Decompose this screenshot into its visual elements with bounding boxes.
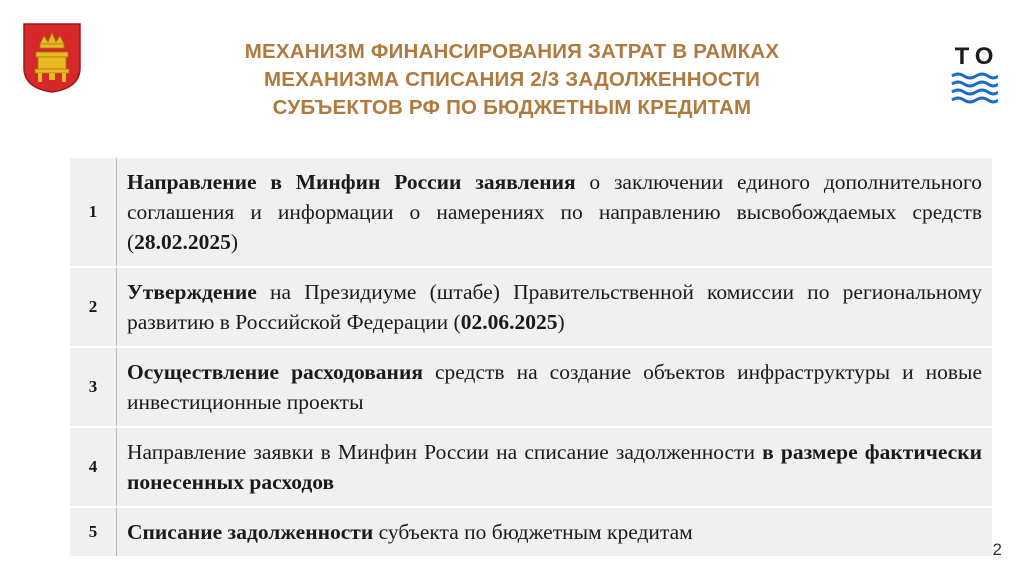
to-logo bbox=[948, 44, 1000, 108]
waves-icon bbox=[950, 72, 998, 106]
page-number: 2 bbox=[992, 540, 1002, 559]
step-description bbox=[117, 267, 993, 347]
step-text-bold: Направление в Минфин России заявления bbox=[127, 170, 576, 194]
step-text: Направление заявки в Минфин России на списание задолженности bbox=[127, 440, 763, 464]
step-number: 5 bbox=[70, 507, 117, 557]
table-row bbox=[70, 347, 992, 427]
title-line-3: СУБЪЕКТОВ РФ ПО БЮДЖЕТНЫМ КРЕДИТАМ bbox=[272, 96, 752, 119]
slide-title bbox=[150, 38, 874, 122]
step-text: средств на создание объектов инфраструктуры и новые инвестиционные проекты bbox=[127, 360, 983, 414]
step-text: ) bbox=[557, 310, 565, 334]
logo-text: ТО bbox=[954, 43, 1000, 70]
step-number: 1 bbox=[70, 158, 117, 267]
table-row bbox=[70, 427, 992, 507]
step-description bbox=[117, 507, 993, 557]
step-number: 3 bbox=[70, 347, 117, 427]
steps-table bbox=[70, 158, 992, 558]
table-row bbox=[70, 507, 992, 557]
step-description bbox=[117, 427, 993, 507]
title-line-2: МЕХАНИЗМА СПИСАНИЯ 2/3 ЗАДОЛЖЕННОСТИ bbox=[263, 68, 761, 91]
step-text-bold: в размере фактически понесенных расходов bbox=[127, 440, 982, 494]
step-text: ) bbox=[230, 230, 239, 254]
step-text: о заключении единого дополнительного соглашения и информации о намерениях по направлению высвобождаемых средств ( bbox=[127, 170, 983, 254]
step-text-bold: Списание задолженности bbox=[127, 520, 374, 544]
table-row bbox=[70, 158, 992, 267]
step-text: субъекта по бюджетным кредитам bbox=[373, 520, 693, 544]
step-text-bold: Утверждение bbox=[127, 280, 257, 304]
step-text-bold: 02.06.2025 bbox=[460, 310, 558, 334]
step-description bbox=[117, 347, 993, 427]
step-text-bold: Осуществление расходования bbox=[127, 360, 423, 384]
title-line-1: МЕХАНИЗМ ФИНАНСИРОВАНИЯ ЗАТРАТ В РАМКАХ bbox=[244, 40, 780, 63]
coat-of-arms-icon bbox=[22, 22, 82, 94]
step-text: на Президиуме (штабе) Правительственной комиссии по региональному развитию в Российской Федерации ( bbox=[127, 280, 982, 334]
step-text-bold: 28.02.2025 bbox=[134, 230, 231, 254]
step-number: 2 bbox=[70, 267, 117, 347]
step-description bbox=[117, 158, 993, 267]
step-number: 4 bbox=[70, 427, 117, 507]
table-row bbox=[70, 267, 992, 347]
